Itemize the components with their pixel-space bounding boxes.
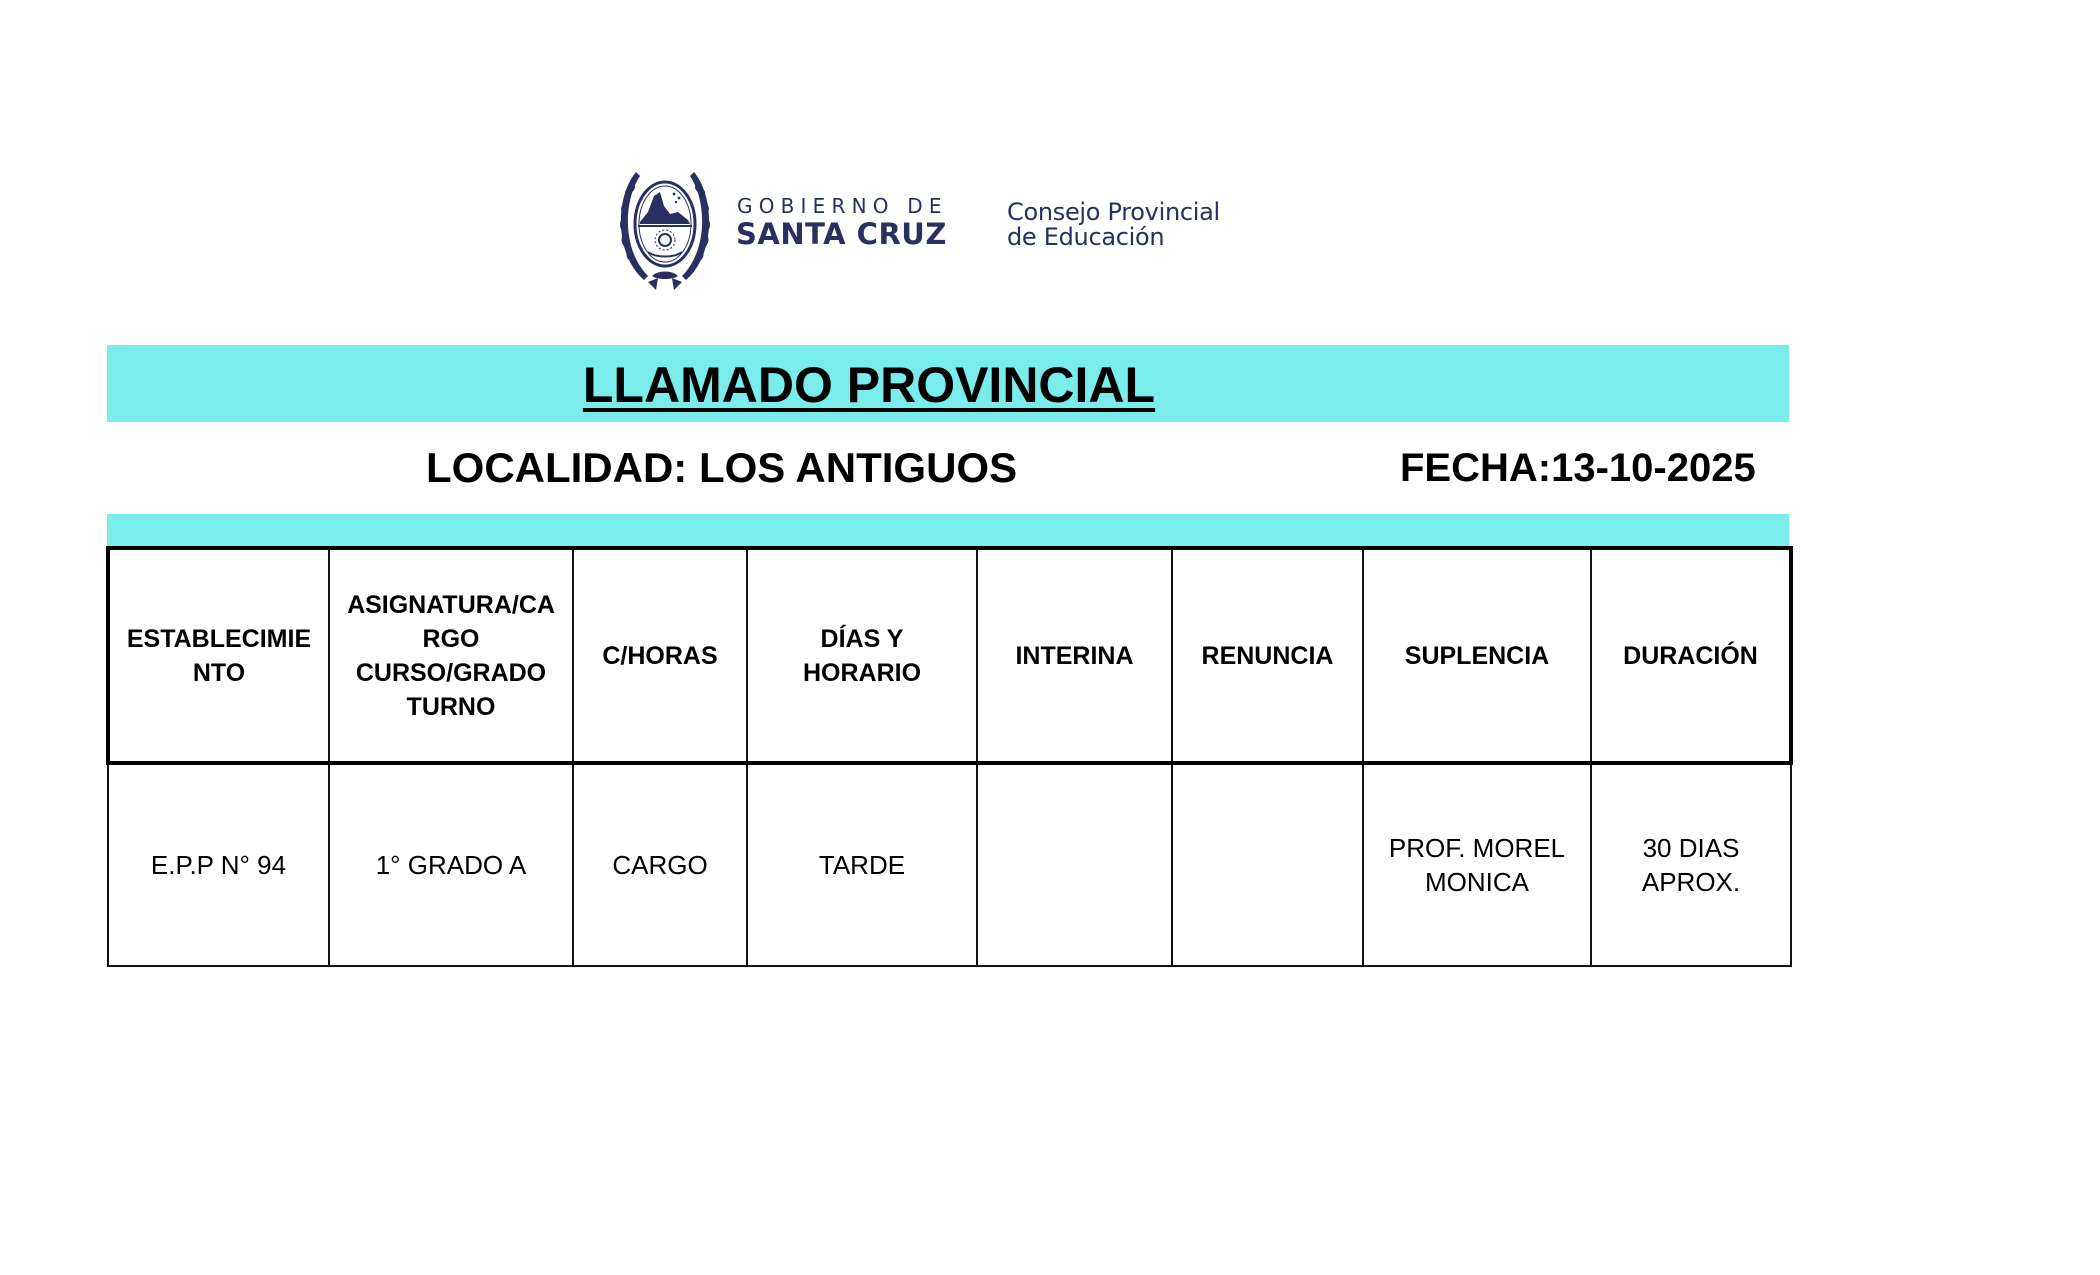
government-name-line1: GOBIERNO DE [737,194,948,218]
cell-c-horas: CARGO [573,763,747,966]
table-row [108,763,1791,966]
cell-asignatura: 1° GRADO A [329,763,573,966]
table-top-band [107,514,1789,547]
duracion-line1: 30 DIAS [1642,833,1740,863]
suplencia-line1: PROF. MOREL [1388,833,1566,863]
cell-duracion [1591,763,1791,966]
duracion-line2: APROX. [1641,867,1741,897]
council-name-line1: Consejo Provincial [1007,198,1220,226]
council-name-line2: de Educación [1007,223,1165,251]
column-header-c-horas: C/HORAS [573,548,747,763]
column-header-renuncia: RENUNCIA [1172,548,1363,763]
header-logo [618,164,1238,296]
suplencia-line2: MONICA [1425,867,1529,897]
fecha-label: FECHA:13-10-2025 [1400,446,1756,490]
column-header-duracion: DURACIÓN [1591,548,1791,763]
column-header-asignatura: ASIGNATURA/CA RGO CURSO/GRADO TURNO [329,548,573,763]
cell-establecimiento: E.P.P N° 94 [108,763,329,966]
page-title-text: LLAMADO PROVINCIAL [582,357,1156,413]
page-title [107,355,1789,415]
cell-interina [977,763,1172,966]
santa-cruz-coat-of-arms-icon [618,164,712,294]
column-header-interina: INTERINA [977,548,1172,763]
column-header-dias-horario: DÍAS Y HORARIO [747,548,977,763]
table-header-row [108,548,1791,763]
cell-suplencia [1363,763,1591,966]
localidad-label: LOCALIDAD: LOS ANTIGUOS [426,444,1018,491]
column-header-suplencia: SUPLENCIA [1363,548,1591,763]
government-name-line2: SANTA CRUZ [736,217,947,251]
vacancies-table [106,546,1793,967]
column-header-establecimiento: ESTABLECIMIE NTO [108,548,329,763]
cell-renuncia [1172,763,1363,966]
cell-dias-horario: TARDE [747,763,977,966]
